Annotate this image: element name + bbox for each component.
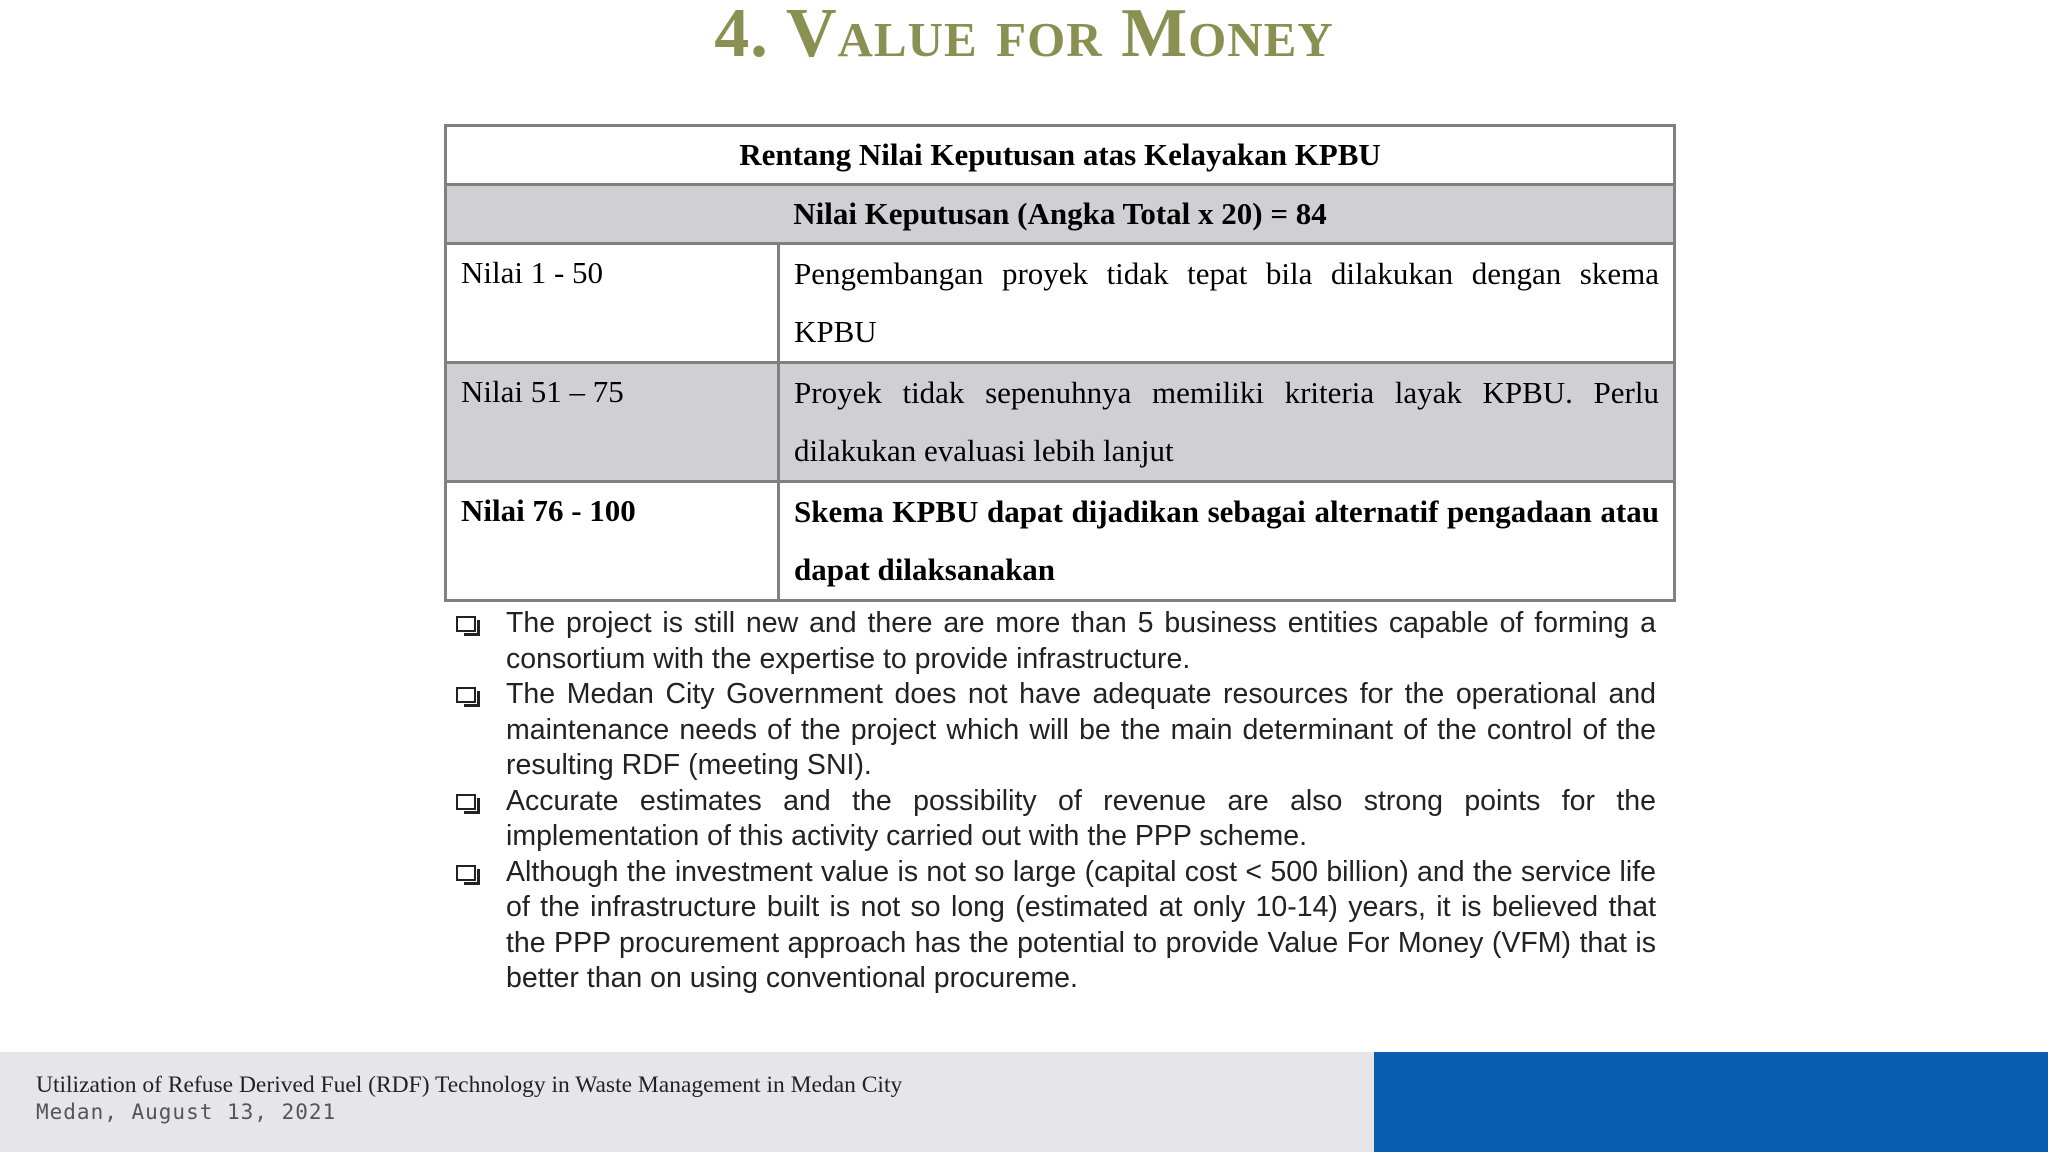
decision-range-table	[444, 124, 1676, 602]
description-cell: Skema KPBU dapat dijadikan sebagai alternatif pengadaan atau dapat dilaksanakan	[779, 482, 1675, 601]
range-cell: Nilai 51 – 75	[446, 363, 779, 482]
footer-accent-block	[1374, 1052, 2048, 1152]
table-subheader: Nilai Keputusan (Angka Total x 20) = 84	[446, 185, 1675, 244]
checkbox-bullet-icon	[456, 616, 476, 632]
table-row	[446, 363, 1675, 482]
description-cell: Pengembangan proyek tidak tepat bila dilakukan dengan skema KPBU	[779, 244, 1675, 363]
table-header: Rentang Nilai Keputusan atas Kelayakan KPBU	[446, 126, 1675, 185]
checkbox-bullet-icon	[456, 865, 476, 881]
bullet-text: The Medan City Government does not have adequate resources for the operational and maintenance needs of the project which will be the main determinant of the control of the resulting RDF (meeting SNI).	[506, 678, 1656, 781]
bullet-list	[452, 606, 1656, 997]
bullet-text: Accurate estimates and the possibility of revenue are also strong points for the implementation of this activity carried out with the PPP scheme.	[506, 784, 1656, 852]
footer-date: Medan, August 13, 2021	[36, 1100, 337, 1124]
table-header-row	[446, 126, 1675, 185]
list-item	[452, 784, 1656, 855]
list-item	[452, 677, 1656, 784]
description-cell: Proyek tidak sepenuhnya memiliki kriteria layak KPBU. Perlu dilakukan evaluasi lebih lanjut	[779, 363, 1675, 482]
list-item	[452, 855, 1656, 997]
range-cell: Nilai 1 - 50	[446, 244, 779, 363]
table-subheader-row	[446, 185, 1675, 244]
list-item	[452, 606, 1656, 677]
table-row	[446, 482, 1675, 601]
checkbox-bullet-icon	[456, 794, 476, 810]
footer-title: Utilization of Refuse Derived Fuel (RDF) Technology in Waste Management in Medan City	[36, 1072, 903, 1098]
bullet-text: Although the investment value is not so large (capital cost < 500 billion) and the service life of the infrastructure built is not so long (estimated at only 10-14) years, it is believed that the PPP procurement approach has the potential to provide Value For Money (VFM) that is better than on using conventional procureme.	[506, 855, 1656, 994]
bullet-text: The project is still new and there are more than 5 business entities capable of forming a consortium with the expertise to provide infrastructure.	[506, 607, 1656, 675]
range-cell: Nilai 76 - 100	[446, 482, 779, 601]
footer-bar	[0, 1052, 1374, 1152]
slide-title: 4. Value for Money	[714, 0, 1334, 72]
table-row	[446, 244, 1675, 363]
checkbox-bullet-icon	[456, 687, 476, 703]
